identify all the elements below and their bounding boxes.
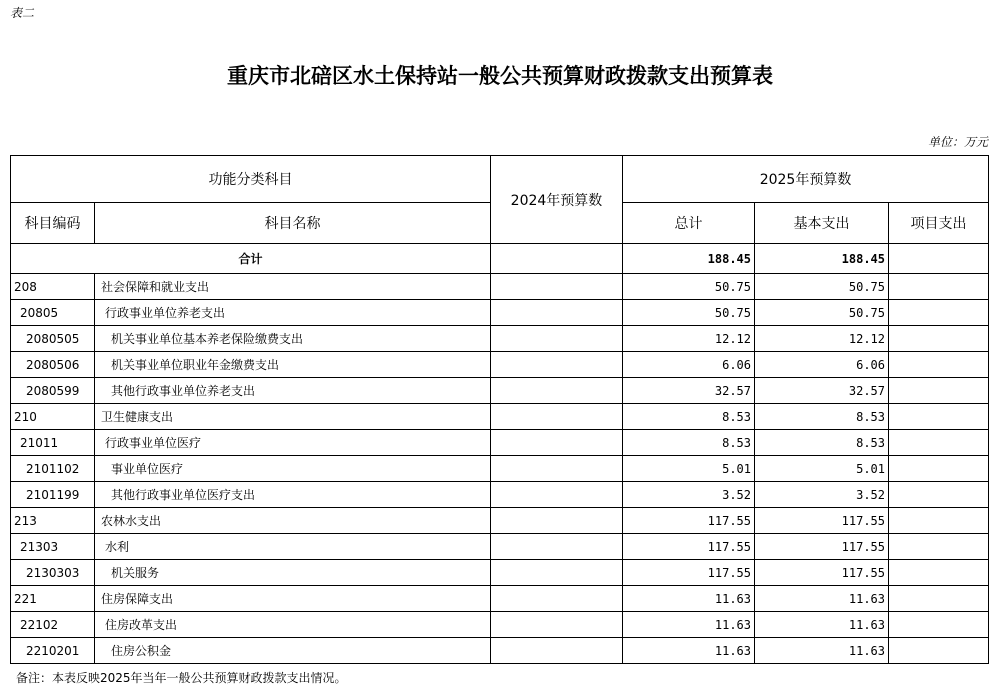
row-name: 住房保障支出 [95, 586, 491, 612]
header-function-class: 功能分类科目 [11, 156, 491, 203]
row-basic-cell: 32.57 [755, 378, 889, 404]
row-code: 22102 [11, 612, 95, 638]
header-budget-2025: 2025年预算数 [623, 156, 989, 203]
row-name: 社会保障和就业支出 [95, 274, 491, 300]
table-row [11, 612, 989, 638]
row-basic-cell: 11.63 [755, 638, 889, 664]
row-name: 住房公积金 [95, 638, 491, 664]
row-2024-cell [491, 274, 623, 300]
row-name: 农林水支出 [95, 508, 491, 534]
table-row [11, 456, 989, 482]
row-name: 行政事业单位医疗 [95, 430, 491, 456]
row-2024-cell [491, 586, 623, 612]
table-row [11, 534, 989, 560]
row-name: 行政事业单位养老支出 [95, 300, 491, 326]
row-basic-cell: 5.01 [755, 456, 889, 482]
row-2024-cell [491, 534, 623, 560]
row-total-cell: 50.75 [623, 300, 755, 326]
row-total-cell: 5.01 [623, 456, 755, 482]
row-name: 机关事业单位职业年金缴费支出 [95, 352, 491, 378]
row-basic-cell: 50.75 [755, 300, 889, 326]
row-code: 2080506 [11, 352, 95, 378]
row-project-cell [889, 586, 989, 612]
row-2024-cell [491, 560, 623, 586]
row-name: 其他行政事业单位医疗支出 [95, 482, 491, 508]
table-row [11, 274, 989, 300]
row-total-cell: 117.55 [623, 560, 755, 586]
table-row [11, 508, 989, 534]
row-code: 21011 [11, 430, 95, 456]
row-2024-cell [491, 430, 623, 456]
row-code: 2130303 [11, 560, 95, 586]
row-2024-cell [491, 612, 623, 638]
row-code: 2101102 [11, 456, 95, 482]
table-row [11, 300, 989, 326]
sum-2024-cell [491, 244, 623, 274]
table-row [11, 482, 989, 508]
budget-table [10, 155, 989, 664]
sum-label: 合计 [11, 244, 491, 274]
header-total: 总计 [623, 203, 755, 244]
row-total-cell: 8.53 [623, 430, 755, 456]
row-project-cell [889, 326, 989, 352]
row-basic-cell: 3.52 [755, 482, 889, 508]
sum-project-cell [889, 244, 989, 274]
row-basic-cell: 8.53 [755, 430, 889, 456]
row-total-cell: 11.63 [623, 638, 755, 664]
row-total-cell: 11.63 [623, 586, 755, 612]
row-total-cell: 117.55 [623, 534, 755, 560]
row-name: 水利 [95, 534, 491, 560]
sum-total-cell: 188.45 [623, 244, 755, 274]
row-project-cell [889, 638, 989, 664]
row-project-cell [889, 378, 989, 404]
row-basic-cell: 117.55 [755, 508, 889, 534]
row-project-cell [889, 508, 989, 534]
row-project-cell [889, 404, 989, 430]
table-row [11, 430, 989, 456]
row-code: 208 [11, 274, 95, 300]
row-basic-cell: 117.55 [755, 534, 889, 560]
row-2024-cell [491, 352, 623, 378]
row-code: 2101199 [11, 482, 95, 508]
row-name: 卫生健康支出 [95, 404, 491, 430]
row-project-cell [889, 430, 989, 456]
row-total-cell: 12.12 [623, 326, 755, 352]
row-code: 210 [11, 404, 95, 430]
row-2024-cell [491, 300, 623, 326]
row-code: 2210201 [11, 638, 95, 664]
table-number-label: 表二 [10, 6, 35, 20]
page-title: 重庆市北碚区水土保持站一般公共预算财政拨款支出预算表 [227, 63, 773, 88]
row-name: 机关服务 [95, 560, 491, 586]
row-code: 21303 [11, 534, 95, 560]
row-basic-cell: 11.63 [755, 612, 889, 638]
row-total-cell: 8.53 [623, 404, 755, 430]
row-project-cell [889, 560, 989, 586]
row-total-cell: 50.75 [623, 274, 755, 300]
row-total-cell: 117.55 [623, 508, 755, 534]
row-basic-cell: 117.55 [755, 560, 889, 586]
table-row [11, 560, 989, 586]
row-project-cell [889, 274, 989, 300]
row-basic-cell: 8.53 [755, 404, 889, 430]
row-2024-cell [491, 404, 623, 430]
row-code: 2080599 [11, 378, 95, 404]
row-project-cell [889, 300, 989, 326]
row-total-cell: 32.57 [623, 378, 755, 404]
row-basic-cell: 6.06 [755, 352, 889, 378]
table-row [11, 638, 989, 664]
sum-row [11, 244, 989, 274]
row-total-cell: 3.52 [623, 482, 755, 508]
sum-basic-cell: 188.45 [755, 244, 889, 274]
row-code: 2080505 [11, 326, 95, 352]
header-code: 科目编码 [11, 203, 95, 244]
row-basic-cell: 11.63 [755, 586, 889, 612]
row-2024-cell [491, 482, 623, 508]
table-row [11, 352, 989, 378]
header-budget-2024: 2024年预算数 [491, 156, 623, 244]
table-row [11, 326, 989, 352]
row-2024-cell [491, 508, 623, 534]
row-total-cell: 6.06 [623, 352, 755, 378]
row-basic-cell: 12.12 [755, 326, 889, 352]
row-2024-cell [491, 326, 623, 352]
row-name: 其他行政事业单位养老支出 [95, 378, 491, 404]
row-code: 20805 [11, 300, 95, 326]
header-basic: 基本支出 [755, 203, 889, 244]
row-project-cell [889, 612, 989, 638]
table-row [11, 378, 989, 404]
row-2024-cell [491, 638, 623, 664]
unit-label: 单位：万元 [927, 135, 988, 149]
header-project: 项目支出 [889, 203, 989, 244]
row-name: 事业单位医疗 [95, 456, 491, 482]
row-code: 213 [11, 508, 95, 534]
row-project-cell [889, 352, 989, 378]
table-row [11, 586, 989, 612]
row-name: 住房改革支出 [95, 612, 491, 638]
footnote: 备注：本表反映2025年当年一般公共预算财政拨款支出情况。 [16, 671, 347, 685]
row-basic-cell: 50.75 [755, 274, 889, 300]
row-total-cell: 11.63 [623, 612, 755, 638]
table-row [11, 404, 989, 430]
row-project-cell [889, 534, 989, 560]
header-name: 科目名称 [95, 203, 491, 244]
row-2024-cell [491, 378, 623, 404]
row-name: 机关事业单位基本养老保险缴费支出 [95, 326, 491, 352]
row-code: 221 [11, 586, 95, 612]
row-project-cell [889, 482, 989, 508]
row-project-cell [889, 456, 989, 482]
row-2024-cell [491, 456, 623, 482]
